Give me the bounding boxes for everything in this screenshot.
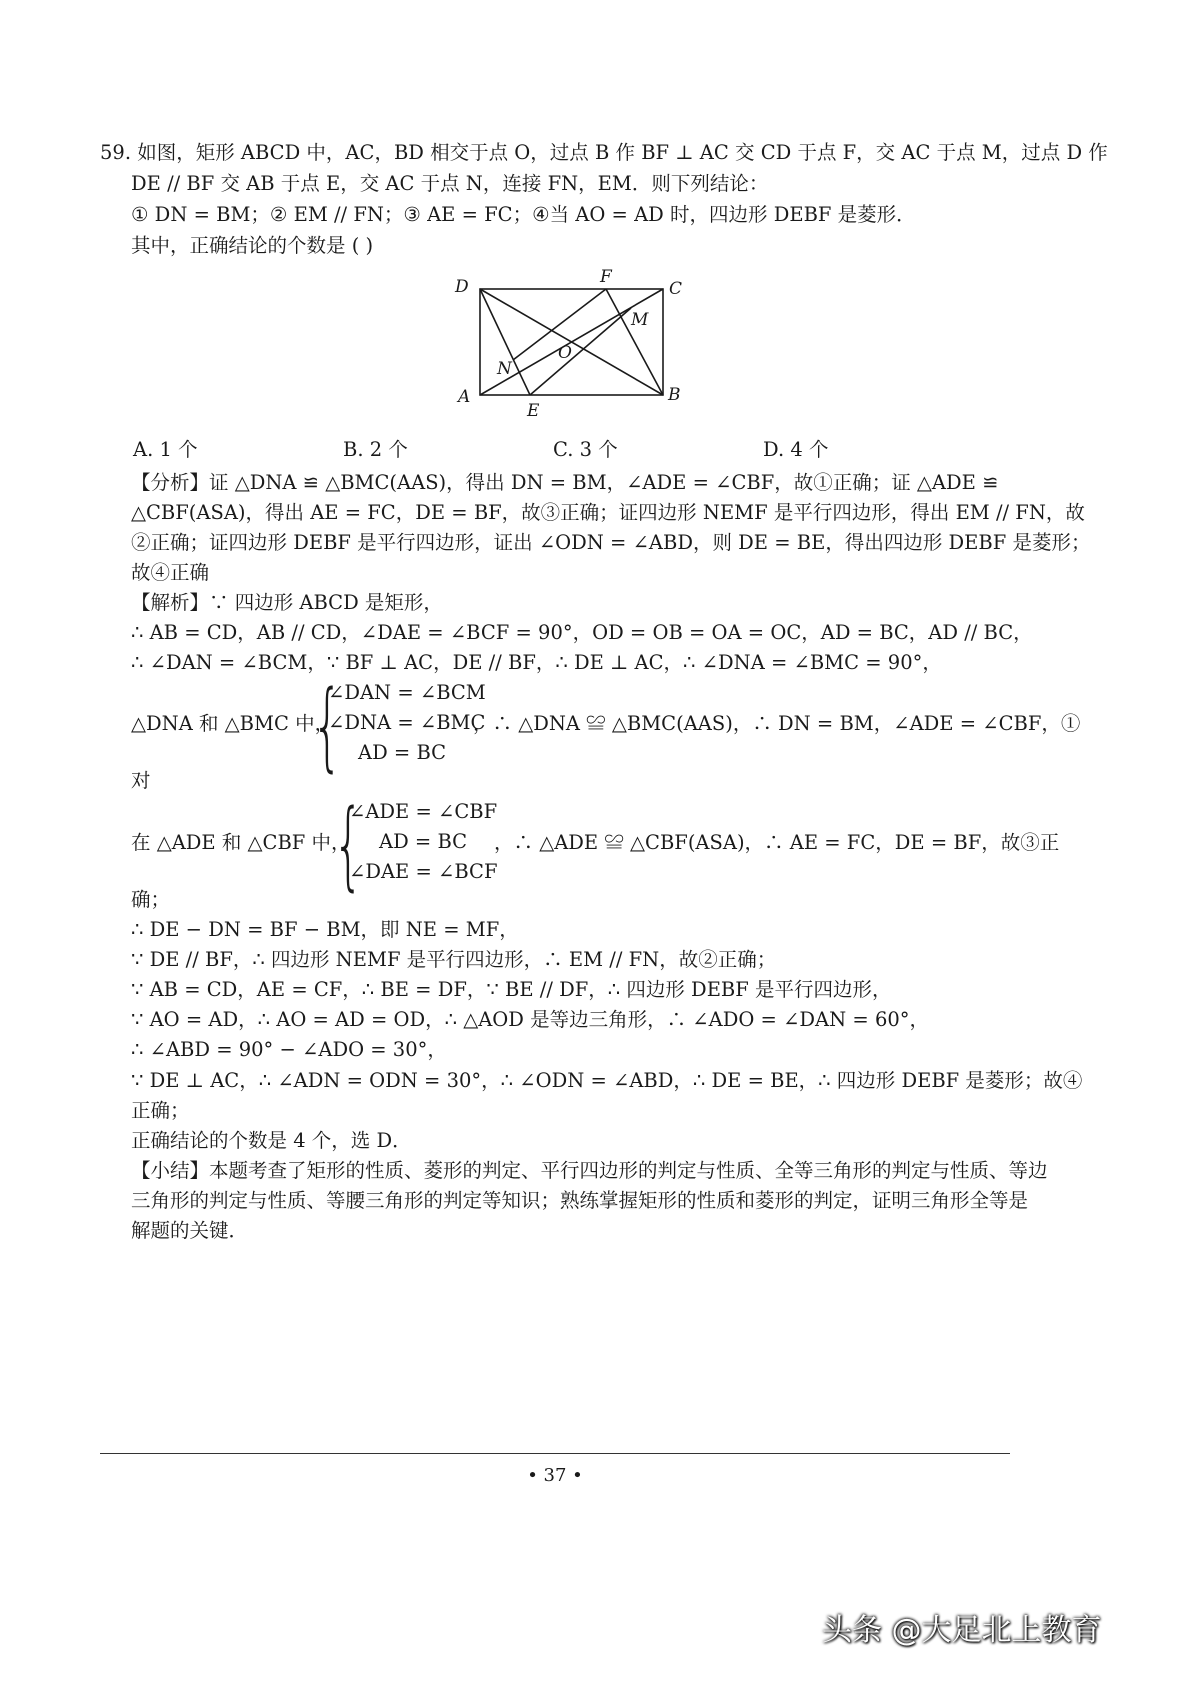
summary-line-3: 解题的关键． xyxy=(131,1219,249,1242)
summary-line-2: 三角形的判定与性质、等腰三角形的判定等知识；熟练掌握矩形的性质和菱形的判定，证明三角形全等是 xyxy=(131,1189,1029,1212)
choice-a: A. 1 个 xyxy=(133,438,198,461)
system-2-suffix: ，∴ △ADE ≌ △CBF(ASA)，∴ AE = FC，DE = BF，故③正 xyxy=(494,831,1060,854)
system-2-prefix: 在 △ADE 和 △CBF 中， xyxy=(131,831,351,854)
label-b: B xyxy=(668,385,681,405)
solution-line-10: 正确； xyxy=(131,1099,190,1122)
question-line-4: 其中，正确结论的个数是 ( ) xyxy=(131,234,374,257)
geometry-figure xyxy=(450,268,700,428)
solution-line-3: ∴ ∠DAN = ∠BCM，∵ BF ⊥ AC，DE // BF，∴ DE ⊥ AC，∴ ∠DNA = ∠BMC = 90°， xyxy=(131,651,942,674)
system-1-eq-3: AD = BC xyxy=(358,741,447,764)
segment-de xyxy=(480,289,530,395)
system-2-eq-3: ∠DAE = ∠BCF xyxy=(349,860,498,883)
analysis-line-3: ②正确；证四边形 DEBF 是平行四边形，证出 ∠ODN = ∠ABD，则 DE = BE，得出四边形 DEBF 是菱形； xyxy=(131,531,1091,554)
question-line-2: DE // BF 交 AB 于点 E，交 AC 于点 N，连接 FN，EM．则下列结论： xyxy=(131,172,769,195)
label-f: F xyxy=(600,268,612,287)
system-1-continuation: 对 xyxy=(131,769,151,792)
choice-b: B. 2 个 xyxy=(343,438,408,461)
solution-line-5: ∵ DE // BF，∴ 四边形 NEMF 是平行四边形，∴ EM // FN，故②正确； xyxy=(131,948,777,971)
system-1-eq-1: ∠DAN = ∠BCM xyxy=(328,681,486,704)
analysis-line-1: 【分析】证 △DNA ≌ △BMC(AAS)，得出 DN = BM，∠ADE = ∠CBF，故①正确；证 △ADE ≌ xyxy=(131,471,999,494)
summary-line-1: 【小结】本题考查了矩形的性质、菱形的判定、平行四边形的判定与性质、全等三角形的判定与性质、等边 xyxy=(131,1159,1048,1182)
solution-line-1: 【解析】∵ 四边形 ABCD 是矩形， xyxy=(131,591,443,614)
solution-line-11: 正确结论的个数是 4 个，选 D． xyxy=(131,1129,412,1152)
solution-line-8: ∴ ∠ABD = 90° − ∠ADO = 30°， xyxy=(131,1038,447,1061)
brace-icon: { xyxy=(333,789,364,901)
choice-c: C. 3 个 xyxy=(553,438,618,461)
solution-line-2: ∴ AB = CD，AB // CD，∠DAE = ∠BCF = 90°，OD = OB = OA = OC，AD = BC，AD // BC， xyxy=(131,621,1033,644)
system-1-suffix: ，∴ △DNA ≌ △BMC(AAS)，∴ DN = BM，∠ADE = ∠CBF，① xyxy=(473,712,1081,735)
analysis-line-4: 故④正确 xyxy=(131,561,210,584)
watermark: 头条 @大足北上教育 xyxy=(822,1613,1102,1648)
label-o: O xyxy=(558,343,572,363)
analysis-line-2: △CBF(ASA)，得出 AE = FC，DE = BF，故③正确；证四边形 NEMF 是平行四边形，得出 EM // FN，故 xyxy=(131,501,1085,524)
segment-em xyxy=(530,308,631,395)
system-2-eq-2: AD = BC xyxy=(379,830,468,853)
system-1-eq-2: ∠DNA = ∠BMC xyxy=(328,711,486,734)
brace-icon: { xyxy=(312,670,343,782)
solution-line-9: ∵ DE ⊥ AC，∴ ∠ADN = ODN = 30°，∴ ∠ODN = ∠ABD，∴ DE = BE，∴ 四边形 DEBF 是菱形；故④ xyxy=(131,1069,1083,1092)
label-a: A xyxy=(458,387,471,407)
system-2-eq-1: ∠ADE = ∠CBF xyxy=(349,800,498,823)
question-line-1: 59. 如图，矩形 ABCD 中，AC，BD 相交于点 O，过点 B 作 BF ⊥ AC 交 CD 于点 F，交 AC 于点 M，过点 D 作 xyxy=(100,141,1108,164)
footer-divider xyxy=(100,1453,1010,1454)
choice-d: D. 4 个 xyxy=(763,438,829,461)
solution-line-4: ∴ DE − DN = BF − BM，即 NE = MF， xyxy=(131,918,519,941)
label-m: M xyxy=(631,310,649,330)
system-2-continuation: 确； xyxy=(131,888,171,911)
page-number: • 37 • xyxy=(527,1465,583,1486)
question-line-3: ① DN = BM；② EM // FN；③ AE = FC；④当 AO = AD 时，四边形 DEBF 是菱形． xyxy=(131,203,916,226)
label-n: N xyxy=(497,359,512,379)
label-d: D xyxy=(455,277,469,297)
label-c: C xyxy=(669,279,683,299)
solution-line-6: ∵ AB = CD，AE = CF，∴ BE = DF，∵ BE // DF，∴ 四边形 DEBF 是平行四边形， xyxy=(131,978,892,1001)
system-1-prefix: △DNA 和 △BMC 中， xyxy=(131,712,335,735)
solution-line-7: ∵ AO = AD，∴ AO = AD = OD，∴ △AOD 是等边三角形，∴ ∠ADO = ∠DAN = 60°， xyxy=(131,1008,930,1031)
label-e: E xyxy=(527,401,540,421)
